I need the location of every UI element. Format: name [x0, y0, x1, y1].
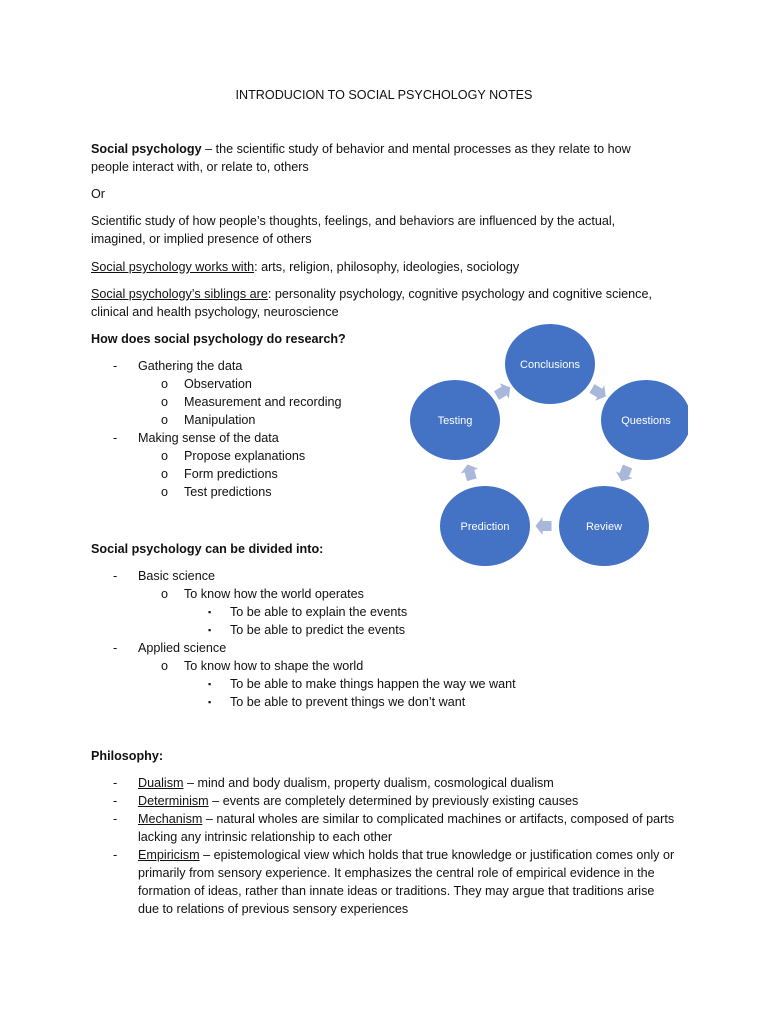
divided-list: [91, 567, 691, 711]
list-item: [91, 792, 691, 810]
cycle-node-label-testing: Testing: [437, 415, 473, 427]
siblings-text: : personality psychology, cognitive psychology and cognitive science, clinical and health psychology, neuroscience: [91, 287, 652, 319]
definition-2: Scientific study of how people’s thoughts, feelings, and behaviors are influenced by the actual, imagined, or implied presence of others: [91, 214, 616, 246]
list-item: [91, 567, 691, 585]
gather-item: Observation: [184, 377, 252, 391]
cycle-arrow: [536, 517, 552, 535]
gather-item: Measurement and recording: [184, 395, 342, 409]
mechanism-text: – natural wholes are similar to complicated machines or artifacts, composed of parts lacking any intrinsic relationship to each other: [138, 812, 675, 844]
making-label: Making sense of the data: [138, 431, 279, 445]
list-item: [91, 846, 691, 918]
cycle-node-label-questions: Questions: [621, 415, 671, 427]
philosophy-item: [138, 810, 678, 846]
dash-bullet: -: [113, 776, 118, 790]
square-bullet: ▪: [208, 625, 212, 635]
siblings: [91, 285, 671, 321]
list-item: [91, 639, 691, 657]
definition-1-text: – the scientific study of behavior and mental processes as they relate to how people interact with, or relate to, others: [91, 142, 631, 174]
circle-bullet: o: [161, 395, 169, 409]
list-item: [91, 810, 691, 846]
document-title: INTRODUCION TO SOCIAL PSYCHOLOGY NOTES: [235, 88, 533, 102]
list-item: [91, 585, 691, 603]
making-item: Test predictions: [184, 485, 272, 499]
cycle-node-label-prediction: Prediction: [460, 521, 510, 533]
term-dualism: Dualism: [138, 776, 184, 790]
list-item: [91, 603, 691, 621]
empiricism-text: – epistemological view which holds that true knowledge or justification comes only or primarily from sensory experience. It emphasizes the central role of empirical evidence in the formation of ideas, rather than innate ideas or traditions. They may argue that traditions arise due to relations of previous sensory experiences: [138, 848, 675, 916]
term-social-psychology: Social psychology: [91, 142, 202, 156]
dash-bullet: -: [113, 431, 118, 445]
philosophy-item: [138, 792, 678, 810]
basic-science-item: To be able to explain the events: [230, 605, 408, 619]
list-item: [91, 657, 691, 675]
dash-bullet: -: [113, 848, 118, 862]
square-bullet: ▪: [208, 697, 212, 707]
applied-science-item: To be able to prevent things we don’t want: [230, 695, 466, 709]
or-text: Or: [91, 187, 105, 201]
basic-science-item: To be able to predict the events: [230, 623, 406, 637]
works-with: [91, 258, 671, 276]
circle-bullet: o: [161, 449, 169, 463]
circle-bullet: o: [161, 587, 169, 601]
divided-heading-text: Social psychology can be divided into:: [91, 542, 324, 556]
dash-bullet: -: [113, 812, 118, 826]
cycle-node-label-review: Review: [585, 521, 623, 533]
basic-science-sub: To know how the world operates: [184, 587, 364, 601]
applied-science-label: Applied science: [138, 641, 227, 655]
dash-bullet: -: [113, 359, 118, 373]
dualism-text: – mind and body dualism, property dualism, cosmological dualism: [183, 776, 554, 790]
list-item: [91, 693, 691, 711]
applied-science-item: To be able to make things happen the way we want: [230, 677, 516, 691]
dash-bullet: -: [113, 794, 118, 808]
making-item: Form predictions: [184, 467, 278, 481]
applied-science-sub: To know how to shape the world: [184, 659, 364, 673]
circle-bullet: o: [161, 467, 169, 481]
dash-bullet: -: [113, 641, 118, 655]
circle-bullet: o: [161, 659, 169, 673]
philosophy-heading: [91, 747, 671, 765]
gather-item: Manipulation: [184, 413, 256, 427]
list-item: [91, 621, 691, 639]
research-heading-text: How does social psychology do research?: [91, 332, 346, 346]
term-mechanism: Mechanism: [138, 812, 203, 826]
philosophy-heading-text: Philosophy:: [91, 749, 164, 763]
divided-heading: [91, 540, 671, 558]
basic-science-label: Basic science: [138, 569, 215, 583]
philosophy-item: [138, 846, 678, 918]
circle-bullet: o: [161, 413, 169, 427]
cycle-arrow: [459, 462, 481, 482]
philosophy-list: [91, 774, 691, 918]
square-bullet: ▪: [208, 607, 212, 617]
list-item: [91, 774, 691, 792]
term-determinism: Determinism: [138, 794, 209, 808]
dash-bullet: -: [113, 569, 118, 583]
making-item: Propose explanations: [184, 449, 306, 463]
definition-1: [91, 140, 671, 176]
circle-bullet: o: [161, 377, 169, 391]
cycle-node-label-conclusions: Conclusions: [520, 359, 580, 371]
siblings-label: Social psychology’s siblings are: [91, 287, 268, 301]
gather-label: Gathering the data: [138, 359, 243, 373]
works-with-text: : arts, religion, philosophy, ideologies, sociology: [254, 260, 520, 274]
works-with-label: Social psychology works with: [91, 260, 255, 274]
philosophy-item: [138, 774, 678, 792]
list-item: [91, 675, 691, 693]
square-bullet: ▪: [208, 679, 212, 689]
determinism-text: – events are completely determined by previously existing causes: [208, 794, 579, 808]
cycle-arrow: [613, 463, 636, 485]
circle-bullet: o: [161, 485, 169, 499]
term-empiricism: Empiricism: [138, 848, 200, 862]
